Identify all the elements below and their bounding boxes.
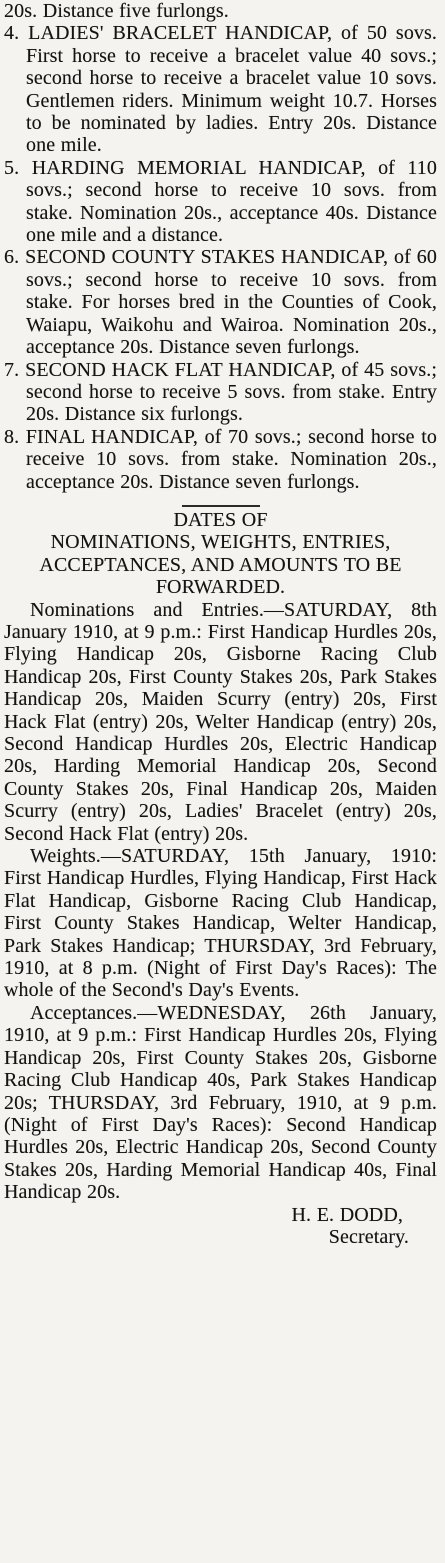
race-description: SECOND COUNTY STAKES HANDICAP, of 60 sovs.; second horse to receive 10 sovs. from stake. For horses bred in the Counties of Cook, Waiapu, Waikohu and Wairoa. Nomination 20s., acceptance 20s. Distance seven furlongs. — [25, 246, 437, 359]
race-entry-8 — [4, 426, 437, 493]
signature-block — [4, 1204, 437, 1249]
race-number: 6. — [4, 246, 20, 269]
weights-paragraph: Weights.—SATURDAY, 15th January, 1910: First Handicap Hurdles, Flying Handicap, First Hack Flat Handicap, Gisborne Racing Club Handicap, First County Stakes Handicap, Welter Handicap, Park Stakes Handicap; THURSDAY, 3rd February, 1910, at 8 p.m. (Night of First Day's Races): The whole of the Second's Day's Events. — [4, 845, 437, 1002]
section-divider — [182, 505, 260, 507]
race-description: LADIES' BRACELET HANDICAP, of 50 sovs. First horse to receive a bracelet value 40 sovs.; second horse to receive a bracelet value 10 sovs. Gentlemen riders. Minimum weight 10.7. Horses to be nominated by ladies. Entry 20s. Distance one mile. — [26, 22, 437, 157]
race-number: 5. — [4, 156, 20, 179]
race-list — [4, 22, 437, 493]
heading-line-1: DATES OF — [173, 508, 268, 531]
race-description: SECOND HACK FLAT HANDICAP, of 45 sovs.; second horse to receive 5 sovs. from stake. Entry 20s. Distance six furlongs. — [25, 358, 437, 426]
continued-race-fragment: 20s. Distance five furlongs. — [4, 0, 229, 22]
race-entry-6 — [4, 246, 437, 358]
signatory-name: H. E. DODD, — [291, 1203, 403, 1226]
race-number: 8. — [4, 425, 20, 448]
dates-heading — [4, 509, 437, 599]
acceptances-paragraph: Acceptances.—WEDNESDAY, 26th January, 1910, at 9 p.m.: First Handicap Hurdles 20s, Flying Handicap 20s, First County Stakes 20s, Gisborne Racing Club Handicap 40s, Park Stakes Handicap 20s; THURSDAY, 3rd February, 1910, at 9 p.m. (Night of First Day's Races): Second Handicap Hurdles 20s, Electric Handicap 20s, Second County Stakes 20s, Harding Memorial Handicap 40s, Final Handicap 20s. — [4, 1001, 437, 1204]
race-entry-4 — [4, 22, 437, 156]
race-number: 4. — [4, 22, 20, 45]
nominations-paragraph: Nominations and Entries.—SATURDAY, 8th January 1910, at 9 p.m.: First Handicap Hurdles 20s, Flying Handicap 20s, Gisborne Racing Club Handicap 20s, First County Stakes 20s, Park Stakes Handicap 20s, Maiden Scurry (entry) 20s, First Hack Flat (entry) 20s, Welter Handicap (entry) 20s, Second Handicap Hurdles 20s, Electric Handicap 20s, Harding Memorial Handicap 20s, Second County Stakes 20s, Final Handicap 20s, Maiden Scurry (entry) 20s, Ladies' Bracelet (entry) 20s, Second Hack Flat (entry) 20s. — [4, 598, 437, 845]
race-description: HARDING MEMORIAL HANDICAP, of 110 sovs.; second horse to receive 10 sovs. from stake. Nomination 20s., acceptance 40s. Distance one mile and a distance. — [26, 156, 437, 247]
signatory-title: Secretary. — [328, 1225, 409, 1248]
heading-line-2: NOMINATIONS, WEIGHTS, ENTRIES, ACCEPTANCES, AND AMOUNTS TO BE — [39, 531, 402, 576]
race-entry-7 — [4, 359, 437, 426]
heading-line-3: FORWARDED. — [155, 576, 286, 599]
race-number: 7. — [4, 358, 20, 381]
race-description: FINAL HANDICAP, of 70 sovs.; second horse to receive 10 sovs. from stake. Nomination 20s., acceptance 20s. Distance seven furlongs. — [25, 425, 437, 493]
race-entry-5 — [4, 157, 437, 247]
